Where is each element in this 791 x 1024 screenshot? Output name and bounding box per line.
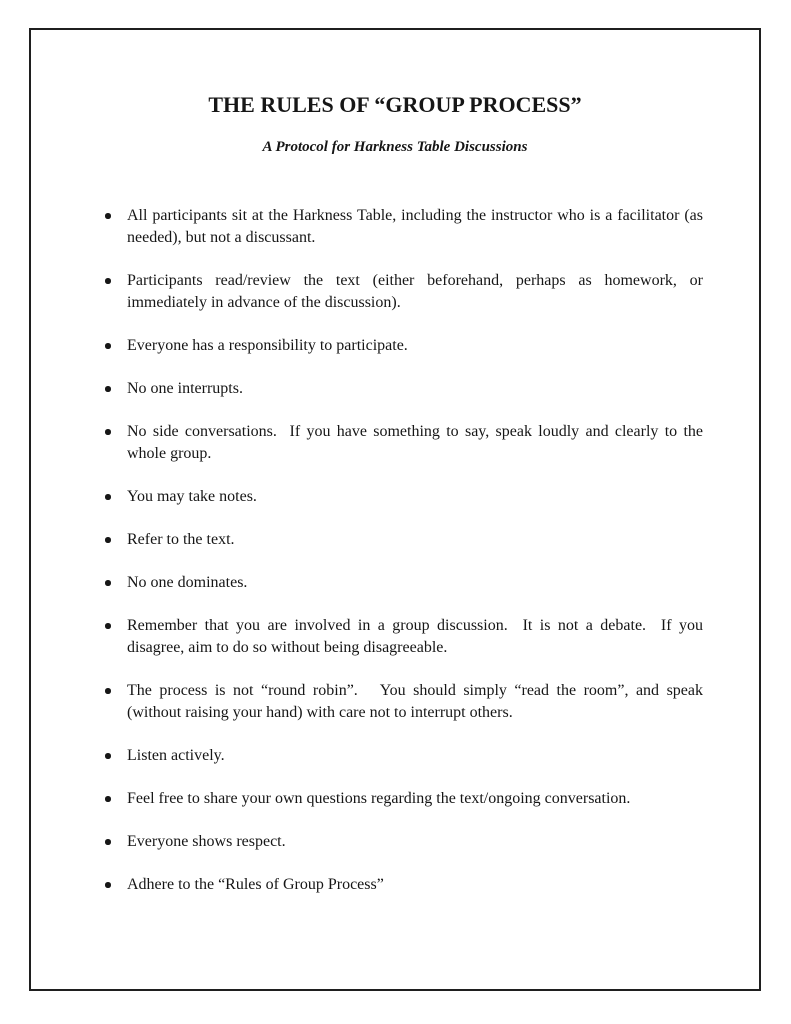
bullet-icon (105, 213, 111, 219)
rule-item (105, 831, 703, 853)
rule-text: Remember that you are involved in a group discussion. It is not a debate. If you disagree, aim to do so without being disagreeable. (127, 617, 703, 656)
bullet-icon (105, 753, 111, 759)
rule-item (105, 745, 703, 767)
rule-item (105, 421, 703, 465)
rule-item (105, 529, 703, 551)
rule-text: All participants sit at the Harkness Table, including the instructor who is a facilitator (as needed), but not a discussant. (127, 207, 703, 246)
rule-text: Listen actively. (127, 747, 225, 764)
rule-item (105, 680, 703, 724)
document-subtitle: A Protocol for Harkness Table Discussions (262, 139, 528, 155)
rule-item (105, 486, 703, 508)
rule-item (105, 874, 703, 896)
rule-text: The process is not “round robin”. You should simply “read the room”, and speak (without raising your hand) with care not to interrupt others. (127, 682, 703, 721)
bullet-icon (105, 688, 111, 694)
bullet-icon (105, 796, 111, 802)
bullet-icon (105, 623, 111, 629)
rule-item (105, 615, 703, 659)
rule-item (105, 335, 703, 357)
bullet-icon (105, 343, 111, 349)
rule-text: You may take notes. (127, 488, 257, 505)
rule-item (105, 788, 703, 810)
bullet-icon (105, 494, 111, 500)
rule-text: Feel free to share your own questions regarding the text/ongoing conversation. (127, 790, 631, 807)
rule-text: Refer to the text. (127, 531, 235, 548)
rule-item (105, 572, 703, 594)
bullet-icon (105, 882, 111, 888)
rule-text: No one interrupts. (127, 380, 243, 397)
rule-text: No one dominates. (127, 574, 248, 591)
rule-text: Participants read/review the text (either beforehand, perhaps as homework, or immediately in advance of the discussion). (127, 272, 703, 311)
bullet-icon (105, 537, 111, 543)
rule-item (105, 205, 703, 249)
rules-list (31, 205, 759, 896)
bullet-icon (105, 839, 111, 845)
rule-text: Adhere to the “Rules of Group Process” (127, 876, 384, 893)
rule-text: Everyone has a responsibility to participate. (127, 337, 408, 354)
bullet-icon (105, 580, 111, 586)
document-title: THE RULES OF “GROUP PROCESS” (208, 92, 582, 117)
bullet-icon (105, 386, 111, 392)
rule-item (105, 378, 703, 400)
page-border-frame (29, 28, 761, 991)
rule-text: No side conversations. If you have something to say, speak loudly and clearly to the whole group. (127, 423, 703, 462)
bullet-icon (105, 278, 111, 284)
rule-item (105, 270, 703, 314)
bullet-icon (105, 429, 111, 435)
rule-text: Everyone shows respect. (127, 833, 286, 850)
